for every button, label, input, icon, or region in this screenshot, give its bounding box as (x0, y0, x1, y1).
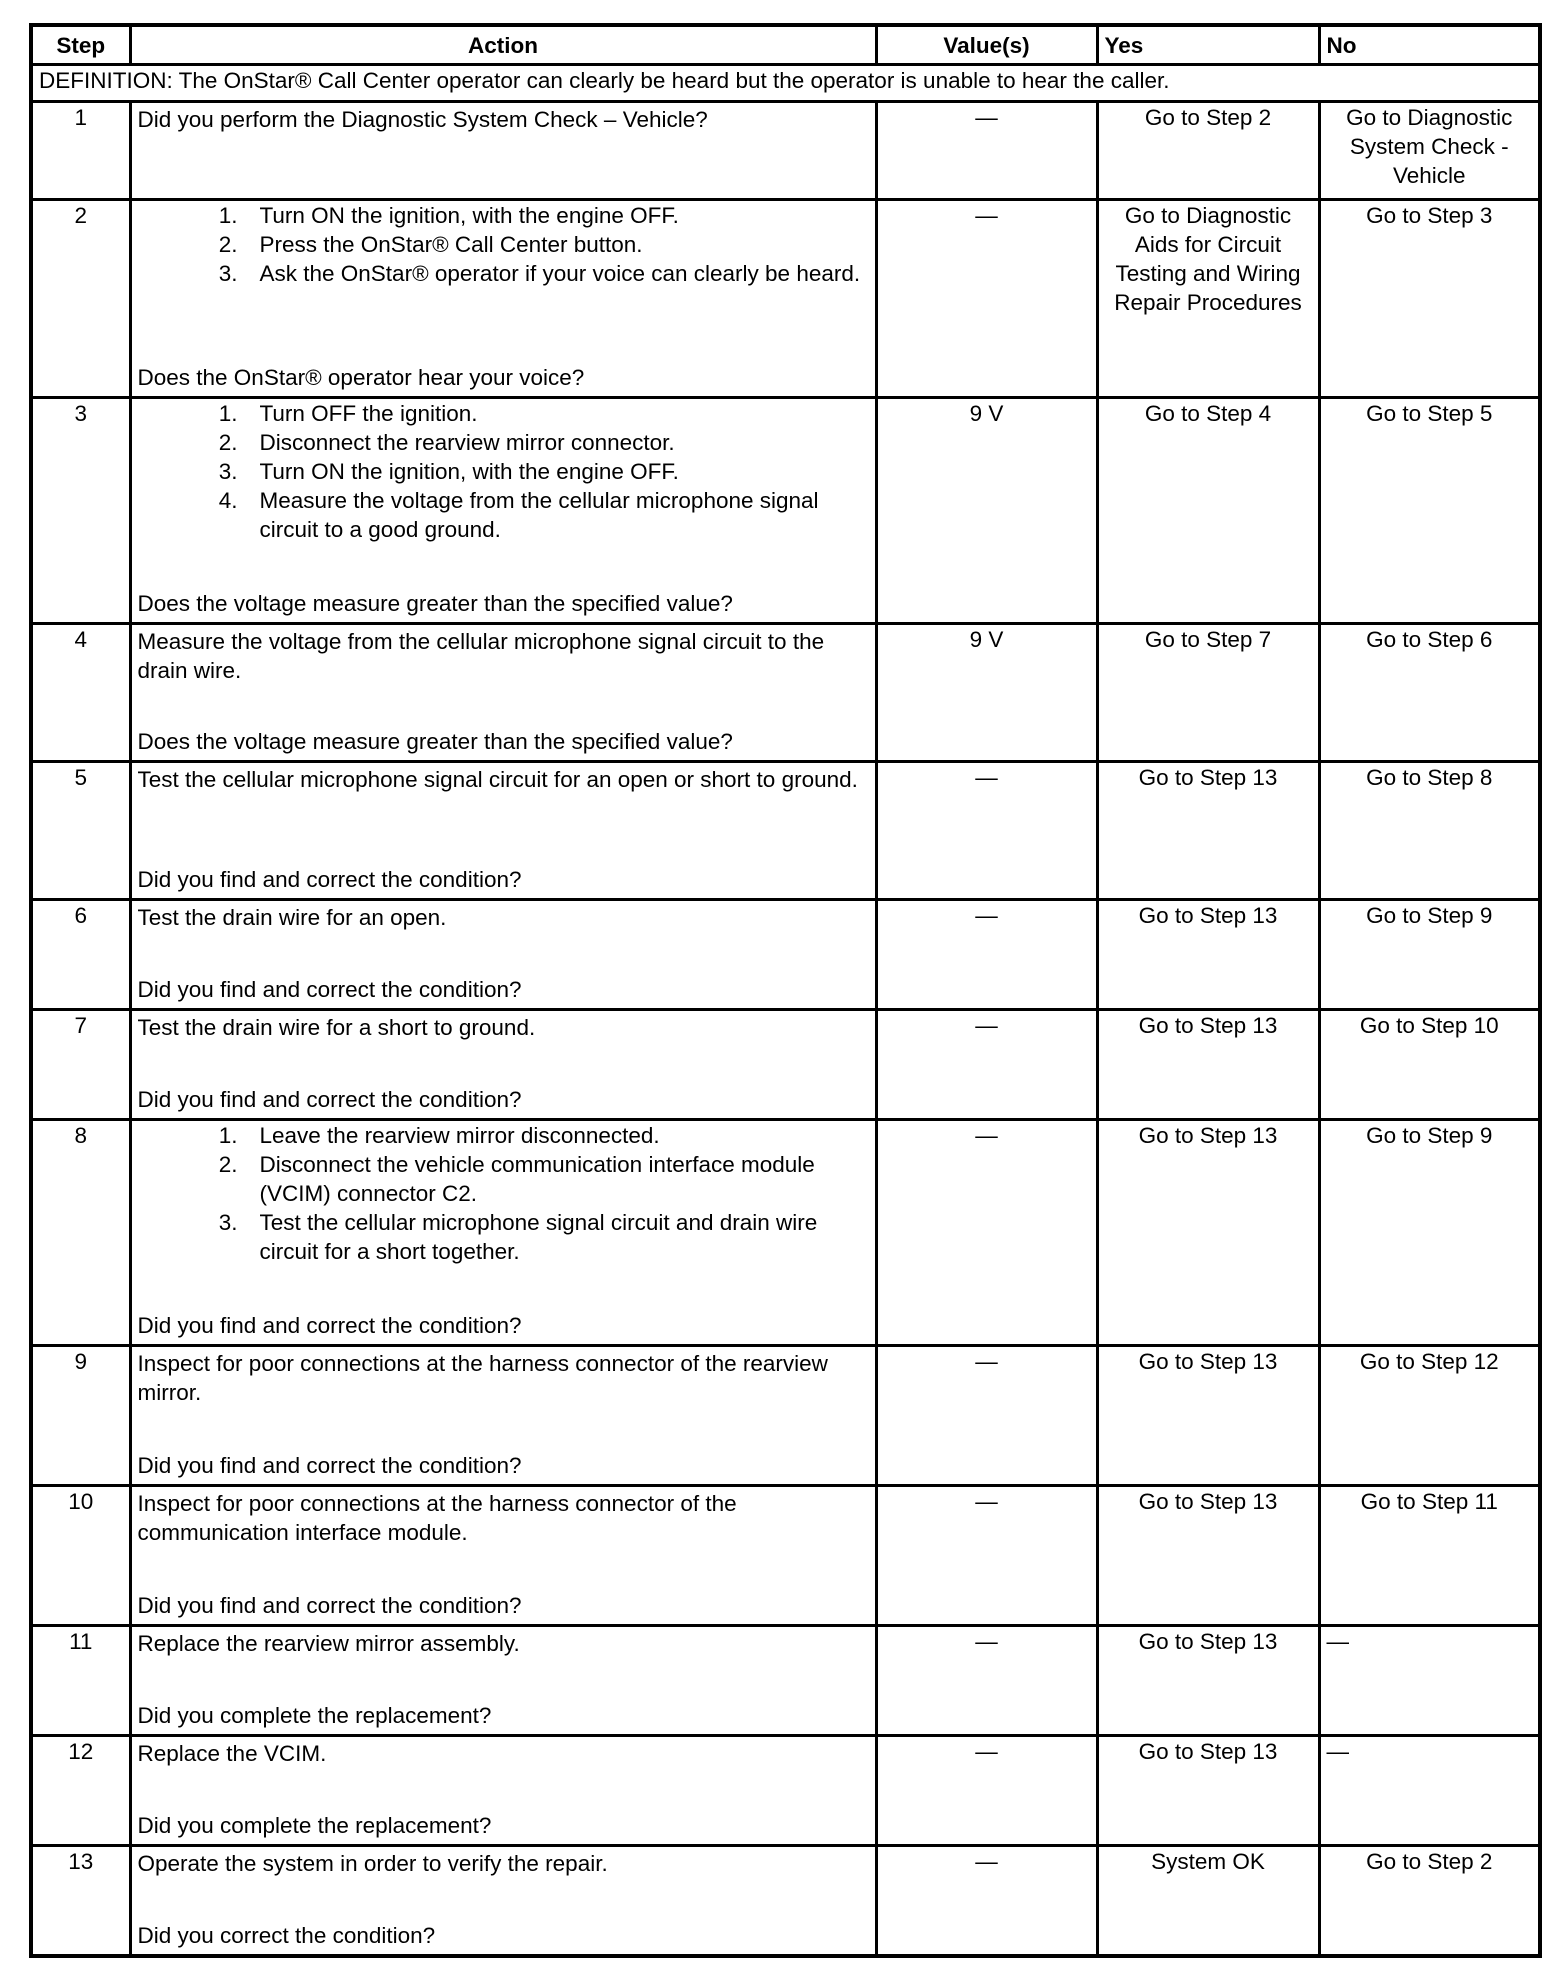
action-step-number: 3. (218, 459, 238, 484)
table-row (31, 1486, 1540, 1626)
value-cell: — (876, 762, 1097, 900)
no-cell: Go to Step 10 (1319, 1010, 1540, 1120)
yes-cell: System OK (1097, 1846, 1319, 1957)
action-cell (130, 1010, 876, 1120)
action-instructions (138, 1737, 869, 1768)
value-cell: — (876, 1120, 1097, 1346)
action-instructions (138, 1847, 869, 1878)
action-text: Test the drain wire for an open. (137, 905, 447, 930)
action-step-number: 1. (218, 203, 238, 228)
action-step-text: Ask the OnStar® operator if your voice can clearly be heard. (259, 261, 861, 286)
table-row (31, 900, 1540, 1010)
action-question: Does the OnStar® operator hear your voice? (137, 365, 585, 390)
step-number: 11 (31, 1626, 130, 1736)
action-cell (130, 762, 876, 900)
no-cell: Go to Step 3 (1319, 200, 1540, 398)
header-yes: Yes (1097, 25, 1319, 65)
yes-cell: Go to Step 13 (1097, 1486, 1319, 1626)
action-step-number: 1. (218, 1123, 238, 1148)
action-cell (130, 1346, 876, 1486)
yes-cell: Go to Step 4 (1097, 398, 1319, 624)
action-text: Inspect for poor connections at the harness connector of the rearview mirror. (137, 1351, 828, 1405)
no-cell: Go to Step 2 (1319, 1846, 1540, 1957)
action-cell (130, 1626, 876, 1736)
action-question: Does the voltage measure greater than the specified value? (137, 729, 733, 754)
action-instructions (138, 1347, 869, 1407)
action-cell (130, 900, 876, 1010)
step-number: 8 (31, 1120, 130, 1346)
yes-cell: Go to Step 2 (1097, 102, 1319, 200)
no-cell: Go to Step 9 (1319, 1120, 1540, 1346)
table-row (31, 1846, 1540, 1957)
action-text: Inspect for poor connections at the harness connector of the communication interface module. (137, 1491, 737, 1545)
value-cell: 9 V (876, 398, 1097, 624)
no-cell: Go to Step 11 (1319, 1486, 1540, 1626)
action-instructions (138, 103, 869, 134)
step-number: 4 (31, 624, 130, 762)
step-number: 5 (31, 762, 130, 900)
no-cell: Go to Step 6 (1319, 624, 1540, 762)
action-step-text: Turn ON the ignition, with the engine OFF. (259, 459, 679, 484)
action-step-number: 3. (218, 1210, 238, 1235)
value-cell: — (876, 1846, 1097, 1957)
action-step-item (138, 230, 869, 259)
action-step-number: 1. (218, 401, 238, 426)
no-cell: Go to Step 12 (1319, 1346, 1540, 1486)
action-question: Did you find and correct the condition? (137, 867, 522, 892)
yes-cell: Go to Step 13 (1097, 1010, 1319, 1120)
action-step-number: 2. (218, 430, 238, 455)
action-question: Does the voltage measure greater than the specified value? (137, 591, 733, 616)
definition-text: DEFINITION: The OnStar® Call Center operator can clearly be heard but the operator is unable to hear the caller. (31, 65, 1540, 102)
no-cell: Go to Step 8 (1319, 762, 1540, 900)
step-number: 2 (31, 200, 130, 398)
yes-cell: Go to Step 13 (1097, 1626, 1319, 1736)
value-cell: — (876, 1736, 1097, 1846)
value-cell: — (876, 1010, 1097, 1120)
action-text: Replace the VCIM. (137, 1741, 327, 1766)
value-cell: 9 V (876, 624, 1097, 762)
yes-cell: Go to Step 13 (1097, 762, 1319, 900)
table-row (31, 762, 1540, 900)
header-action: Action (130, 25, 876, 65)
header-no: No (1319, 25, 1540, 65)
step-number: 13 (31, 1846, 130, 1957)
action-step-item (138, 1121, 869, 1150)
action-step-item (138, 399, 869, 428)
table-row (31, 1010, 1540, 1120)
action-question: Did you correct the condition? (137, 1923, 436, 1948)
action-step-item (138, 1150, 869, 1208)
step-number: 1 (31, 102, 130, 200)
action-text: Did you perform the Diagnostic System Check – Vehicle? (137, 107, 708, 132)
action-question: Did you find and correct the condition? (137, 1453, 522, 1478)
action-instructions (138, 399, 869, 544)
action-cell (130, 1736, 876, 1846)
step-number: 10 (31, 1486, 130, 1626)
action-question: Did you find and correct the condition? (137, 1593, 522, 1618)
action-steps-list (138, 399, 869, 544)
action-step-number: 2. (218, 232, 238, 257)
action-step-item (138, 428, 869, 457)
no-cell: Go to Step 5 (1319, 398, 1540, 624)
no-cell: — (1319, 1736, 1540, 1846)
yes-cell: Go to Step 13 (1097, 1736, 1319, 1846)
action-step-text: Test the cellular microphone signal circuit and drain wire circuit for a short together. (259, 1210, 818, 1264)
table-row (31, 1120, 1540, 1346)
action-cell (130, 102, 876, 200)
action-question: Did you find and correct the condition? (137, 977, 522, 1002)
step-number: 3 (31, 398, 130, 624)
header-row (31, 25, 1540, 65)
table-row (31, 102, 1540, 200)
action-instructions (138, 1487, 869, 1547)
action-step-number: 2. (218, 1152, 238, 1177)
action-text: Operate the system in order to verify the repair. (137, 1851, 608, 1876)
action-instructions (138, 201, 869, 288)
no-cell: — (1319, 1626, 1540, 1736)
action-step-text: Turn ON the ignition, with the engine OFF. (259, 203, 679, 228)
action-step-text: Measure the voltage from the cellular microphone signal circuit to a good ground. (259, 488, 819, 542)
value-cell: — (876, 1486, 1097, 1626)
value-cell: — (876, 1626, 1097, 1736)
action-step-text: Turn OFF the ignition. (259, 401, 478, 426)
table-row (31, 398, 1540, 624)
action-cell (130, 1120, 876, 1346)
action-step-item (138, 201, 869, 230)
action-step-number: 3. (218, 261, 238, 286)
action-step-text: Disconnect the rearview mirror connector. (259, 430, 675, 455)
no-cell: Go to Diagnostic System Check - Vehicle (1319, 102, 1540, 200)
yes-cell: Go to Step 13 (1097, 1120, 1319, 1346)
step-number: 12 (31, 1736, 130, 1846)
action-cell (130, 398, 876, 624)
action-steps-list (138, 201, 869, 288)
value-cell: — (876, 1346, 1097, 1486)
table-row (31, 1346, 1540, 1486)
action-instructions (138, 1011, 869, 1042)
header-step: Step (31, 25, 130, 65)
value-cell: — (876, 102, 1097, 200)
action-question: Did you complete the replacement? (137, 1703, 492, 1728)
action-step-item (138, 259, 869, 288)
action-question: Did you find and correct the condition? (137, 1087, 522, 1112)
value-cell: — (876, 900, 1097, 1010)
action-question: Did you complete the replacement? (137, 1813, 492, 1838)
action-question: Did you find and correct the condition? (137, 1313, 522, 1338)
no-cell: Go to Step 9 (1319, 900, 1540, 1010)
action-step-item (138, 457, 869, 486)
action-step-item (138, 486, 869, 544)
step-number: 7 (31, 1010, 130, 1120)
action-step-text: Press the OnStar® Call Center button. (259, 232, 643, 257)
action-step-text: Disconnect the vehicle communication interface module (VCIM) connector C2. (259, 1152, 815, 1206)
action-text: Test the drain wire for a short to ground. (137, 1015, 536, 1040)
table-row (31, 200, 1540, 398)
action-instructions (138, 1627, 869, 1658)
action-step-number: 4. (218, 488, 238, 513)
action-cell (130, 200, 876, 398)
value-cell: — (876, 200, 1097, 398)
diagnostic-table (29, 23, 1542, 1958)
table-row (31, 624, 1540, 762)
action-cell (130, 624, 876, 762)
step-number: 9 (31, 1346, 130, 1486)
table-row (31, 1736, 1540, 1846)
yes-cell: Go to Step 13 (1097, 900, 1319, 1010)
action-instructions (138, 763, 869, 794)
header-values: Value(s) (876, 25, 1097, 65)
step-number: 6 (31, 900, 130, 1010)
action-cell (130, 1486, 876, 1626)
action-text: Measure the voltage from the cellular microphone signal circuit to the drain wire. (137, 629, 825, 683)
action-text: Test the cellular microphone signal circuit for an open or short to ground. (137, 767, 858, 792)
action-instructions (138, 625, 869, 685)
definition-row (31, 65, 1540, 102)
action-step-item (138, 1208, 869, 1266)
yes-cell: Go to Diagnostic Aids for Circuit Testing and Wiring Repair Procedures (1097, 200, 1319, 398)
action-steps-list (138, 1121, 869, 1266)
action-instructions (138, 901, 869, 932)
action-instructions (138, 1121, 869, 1266)
yes-cell: Go to Step 7 (1097, 624, 1319, 762)
action-cell (130, 1846, 876, 1957)
table-row (31, 1626, 1540, 1736)
action-text: Replace the rearview mirror assembly. (137, 1631, 520, 1656)
action-step-text: Leave the rearview mirror disconnected. (259, 1123, 660, 1148)
yes-cell: Go to Step 13 (1097, 1346, 1319, 1486)
